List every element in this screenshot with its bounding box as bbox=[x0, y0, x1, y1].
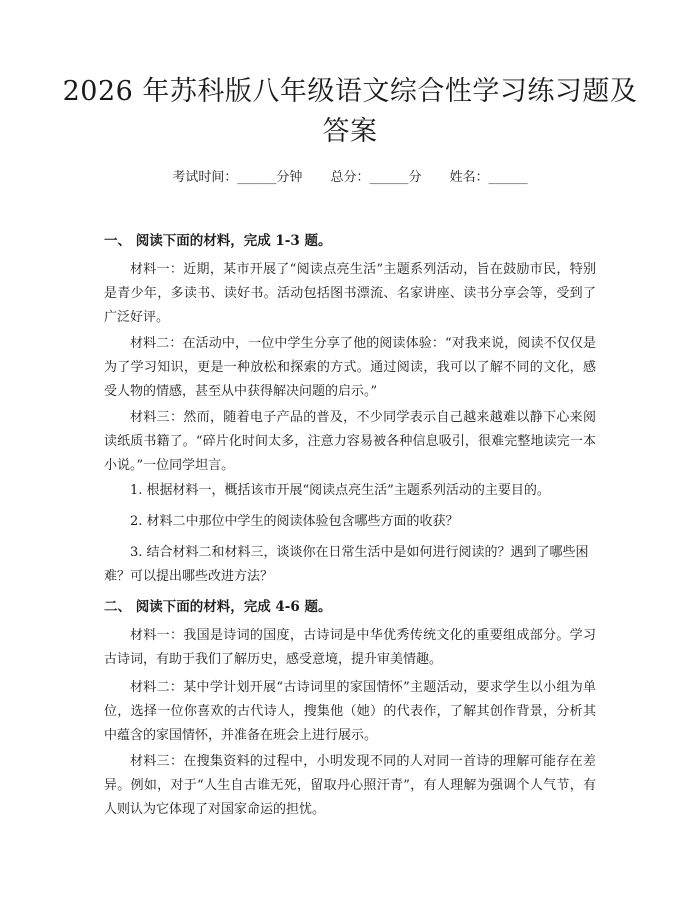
section-2-heading: 二、 阅读下面的材料，完成 4-6 题。 bbox=[104, 599, 332, 615]
total-score-field: 总分：______分 bbox=[330, 170, 422, 185]
section-2-material-1: 材料一：我国是诗词的国度，古诗词是中华优秀传统文化的重要组成部分。学习古诗词，有助于我们了解历史，感受意境，提升审美情趣。 bbox=[104, 628, 596, 667]
question-3: 3. 结合材料二和材料三，谈谈你在日常生活中是如何进行阅读的？遇到了哪些困难？可以提出哪些改进方法？ bbox=[104, 545, 589, 584]
section-2-material-2: 材料二：某中学计划开展“古诗词里的家国情怀”主题活动，要求学生以小组为单位，选择一位你喜欢的古代诗人，搜集他（她）的代表作，了解其创作背景，分析其中蕴含的家国情怀，并准备在班会上进行展示。 bbox=[104, 680, 596, 743]
section-1-heading: 一、 阅读下面的材料，完成 1-3 题。 bbox=[104, 233, 332, 249]
exam-info bbox=[0, 169, 700, 187]
page-title: 2026 年苏科版八年级语文综合性学习练习题及答案 bbox=[62, 76, 638, 147]
section-1-material-3: 材料三：然而，随着电子产品的普及，不少同学表示自己越来越难以静下心来阅读纸质书籍了。“碎片化时间太多，注意力容易被各种信息吸引，很难完整地读完一本小说。”一位同学坦言。 bbox=[104, 410, 596, 473]
question-1: 1. 根据材料一，概括该市开展“阅读点亮生活”主题系列活动的主要目的。 bbox=[130, 483, 550, 498]
exam-time-field: 考试时间：______分钟 bbox=[172, 170, 303, 185]
student-name-field: 姓名：______ bbox=[449, 170, 528, 185]
question-2: 2. 材料二中那位中学生的阅读体验包含哪些方面的收获？ bbox=[130, 514, 459, 529]
section-2-material-3: 材料三：在搜集资料的过程中，小明发现不同的人对同一首诗的理解可能存在差异。例如，对于“人生自古谁无死，留取丹心照汗青”，有人理解为强调个人气节，有人则认为它体现了对国家命运的担忧。 bbox=[104, 754, 596, 817]
section-1-material-2: 材料二：在活动中，一位中学生分享了他的阅读体验：“对我来说，阅读不仅仅是为了学习知识，更是一种放松和探索的方式。通过阅读，我可以了解不同的文化，感受人物的情感，甚至从中获得解决问题的启示。” bbox=[104, 336, 596, 399]
section-1-material-1: 材料一：近期，某市开展了“阅读点亮生活”主题系列活动，旨在鼓励市民，特别是青少年，多读书、读好书。活动包括图书漂流、名家讲座、读书分享会等，受到了广泛好评。 bbox=[104, 262, 596, 325]
